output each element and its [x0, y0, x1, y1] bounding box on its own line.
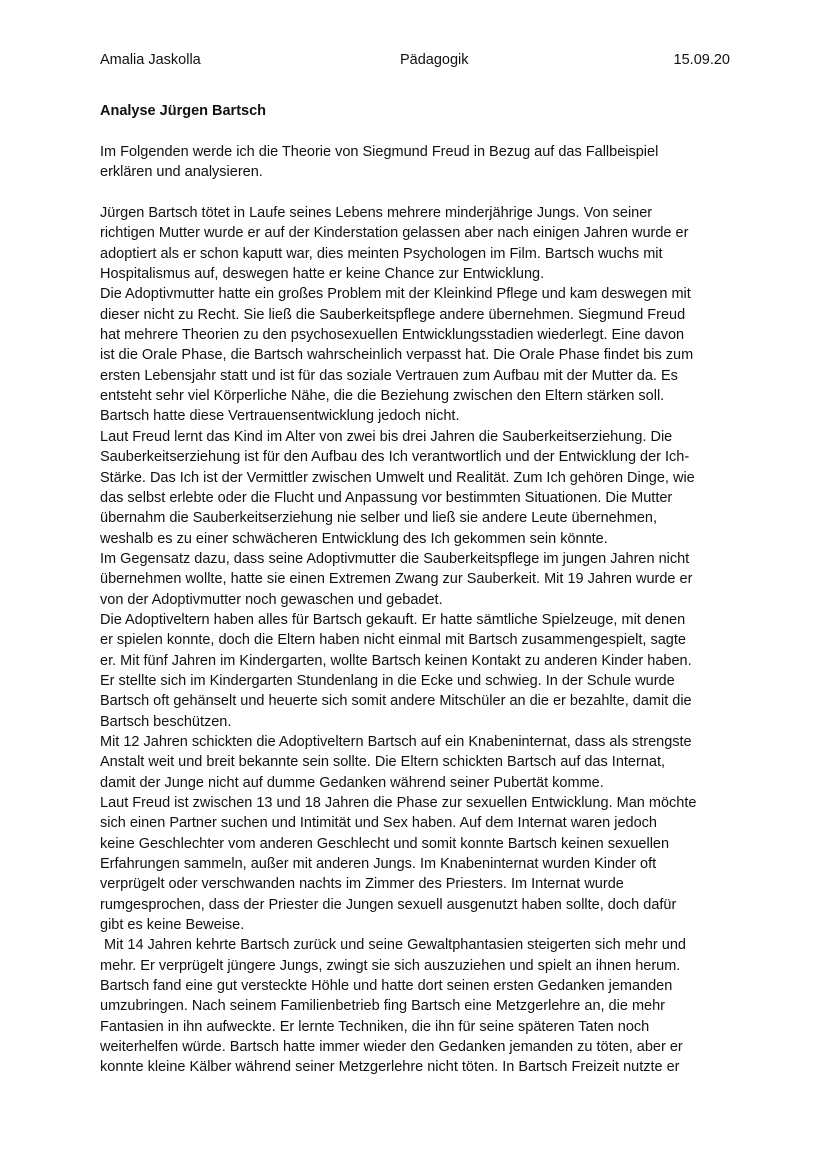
text-line: Mit 14 Jahren kehrte Bartsch zurück und seine Gewaltphantasien steigerten sich mehr und [100, 937, 686, 954]
header-date: 15.09.20 [673, 52, 730, 68]
text-line: Im Folgenden werde ich die Theorie von Siegmund Freud in Bezug auf das Fallbeispiel [100, 144, 659, 160]
text-line: adoptiert als er schon kaputt war, dies meinten Psychologen im Film. Bartsch wuchs mit [100, 245, 663, 262]
intro-paragraph [100, 142, 732, 183]
text-line: übernehmen wollte, hatte sie einen Extremen Zwang zur Sauberkeit. Mit 19 Jahren wurde er [100, 571, 693, 588]
document-title: Analyse Jürgen Bartsch [100, 103, 267, 119]
text-line: Die Adoptiveltern haben alles für Bartsch gekauft. Er hatte sämtliche Spielzeuge, mit denen [100, 611, 686, 628]
text-line: Stärke. Das Ich ist der Vermittler zwischen Umwelt und Realität. Zum Ich gehören Dinge, wie [100, 469, 695, 486]
text-line: Laut Freud lernt das Kind im Alter von zwei bis drei Jahren die Sauberkeitserziehung. Die [100, 428, 673, 445]
text-line: Bartsch oft gehänselt und heuerte sich somit andere Mitschüler an die er bezahlte, damit die [100, 693, 692, 710]
text-line: Im Gegensatz dazu, dass seine Adoptivmutter die Sauberkeitspflege im jungen Jahren nicht [100, 550, 690, 567]
text-line: weshalb es zu einer schwächeren Entwicklung des Ich gekommen sein könnte. [100, 530, 608, 547]
text-line: Die Adoptivmutter hatte ein großes Problem mit der Kleinkind Pflege und kam deswegen mit [100, 286, 691, 303]
text-line: richtigen Mutter wurde er auf der Kinderstation gelassen aber nach einigen Jahren wurde er [100, 225, 689, 242]
text-line: ist die Orale Phase, die Bartsch wahrscheinlich verpasst hat. Die Orale Phase findet bis zum [100, 347, 694, 364]
text-line: Mit 12 Jahren schickten die Adoptiveltern Bartsch auf ein Knabeninternat, dass als strengste [100, 733, 692, 750]
header-subject: Pädagogik [400, 52, 469, 68]
text-line: Er stellte sich im Kindergarten Stundenlang in die Ecke und schwieg. In der Schule wurde [100, 672, 675, 689]
text-line: Hospitalismus auf, deswegen hatte er keine Chance zur Entwicklung. [100, 266, 545, 283]
text-line: Sauberkeitserziehung ist für den Aufbau des Ich verantwortlich und der Entwicklung der Ich- [100, 449, 690, 466]
text-line: Laut Freud ist zwischen 13 und 18 Jahren die Phase zur sexuellen Entwicklung. Man möchte [100, 795, 697, 811]
header-author: Amalia Jaskolla [100, 52, 201, 68]
text-line: von der Adoptivmutter noch gewaschen und gebadet. [100, 591, 443, 608]
text-line: er spielen konnte, doch die Eltern haben nicht einmal mit Bartsch zusammengespielt, sagte [100, 632, 686, 649]
text-line: damit der Junge nicht auf dumme Gedanken während seiner Pubertät komme. [100, 774, 604, 791]
text-line: er. Mit fünf Jahren im Kindergarten, wollte Bartsch keinen Kontakt zu anderen Kinder haben. [100, 652, 692, 669]
main-text [100, 203, 732, 1078]
text-line: Erfahrungen sammeln, außer mit anderen Jungs. Im Knabeninternat wurden Kinder oft [100, 856, 657, 873]
text-line: sich einen Partner suchen und Intimität und Sex haben. Auf dem Internat waren jedoch [100, 815, 657, 832]
text-line: keine Geschlechter vom anderen Geschlecht und somit konnte Bartsch keinen sexuellen [100, 835, 670, 852]
text-line: konnte kleine Kälber während seiner Metzgerlehre nicht töten. In Bartsch Freizeit nutzte er [100, 1059, 680, 1076]
page-header [100, 52, 732, 72]
text-line: Bartsch beschützen. [100, 713, 232, 730]
text-line: hat mehrere Theorien zu den psychosexuellen Entwicklungsstadien wiederlegt. Eine davon [100, 327, 685, 344]
text-line: rumgesprochen, dass der Priester die Jungen sexuell ausgenutzt haben sollte, doch dafür [100, 896, 677, 913]
text-line: erklären und analysieren. [100, 164, 263, 181]
text-line: entsteht sehr viel Körperliche Nähe, die die Beziehung zwischen den Eltern stärken soll. [100, 388, 665, 405]
text-line: übernahm die Sauberkeitserziehung nie selber und ließ sie andere Leute übernehmen, [100, 510, 658, 527]
text-line: Bartsch hatte diese Vertrauensentwicklung jedoch nicht. [100, 408, 460, 425]
text-line: Fantasien in ihn aufweckte. Er lernte Techniken, die ihn für seine späteren Taten noch [100, 1018, 650, 1035]
document-body [100, 142, 732, 1078]
text-line: ersten Lebensjahr statt und ist für das soziale Vertrauen zum Aufbau mit der Mutter da. Es [100, 367, 678, 384]
text-line: mehr. Er verprügelt jüngere Jungs, zwingt sie sich auszuziehen und spielt an ihnen herum. [100, 957, 681, 974]
text-line: gibt es keine Beweise. [100, 917, 245, 934]
text-line: Anstalt weit und breit bekannte sein sollte. Die Eltern schickten Bartsch auf das Internat, [100, 754, 665, 771]
text-line: verprügelt oder verschwanden nachts im Zimmer des Priesters. Im Internat wurde [100, 876, 624, 893]
text-line: Jürgen Bartsch tötet in Laufe seines Lebens mehrere minderjährige Jungs. Von seiner [100, 205, 653, 222]
text-line: Bartsch fand eine gut versteckte Höhle und hatte dort seinen ersten Gedanken jemanden [100, 978, 673, 995]
text-line: weiterhelfen würde. Bartsch hatte immer wieder den Gedanken jemanden zu töten, aber er [100, 1039, 683, 1056]
text-line: das selbst erlebte oder die Flucht und Anpassung vor bestimmten Situationen. Die Mutter [100, 489, 673, 506]
text-line: umzubringen. Nach seinem Familienbetrieb fing Bartsch eine Metzgerlehre an, die mehr [100, 998, 665, 1015]
text-line: dieser nicht zu Recht. Sie ließ die Sauberkeitspflege andere übernehmen. Siegmund Freud [100, 306, 686, 323]
